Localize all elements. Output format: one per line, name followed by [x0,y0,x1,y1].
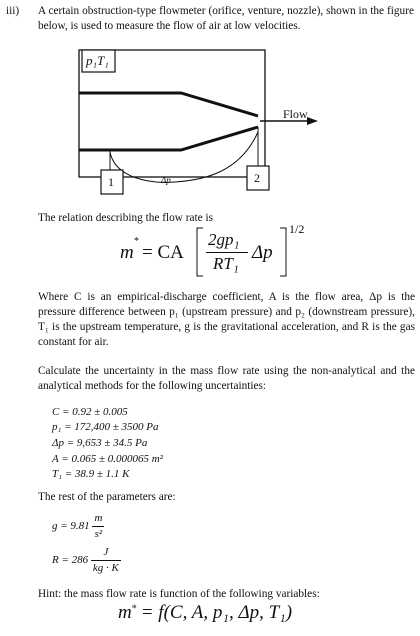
hint-text: Hint: the mass flow rate is function of the following variables: [38,588,320,600]
uncertainty-t1: T₁ = 38.9 ± 1.1 K [52,468,130,480]
relation-lead: The relation describing the flow rate is [38,212,214,224]
calculate-paragraph: Calculate the uncertainty in the mass flow rate using the non-analytical and the analytical methods for the following uncertainties: [38,365,415,392]
lower-wall [79,127,258,150]
flow-label: Flow [283,107,308,121]
hint-equation: m* = f(C, A, p₁, Δp, T₁) [118,602,293,623]
intro-text: A certain obstruction-type flowmeter (orifice, venture, nozzle), shown in the figure below, is used to measure the flow of air at low velocities. [38,5,414,32]
main-equation: m * = CA 2gp₁ RT₁ Δp 1/2 [120,226,340,286]
tap-1-label: 1 [108,175,114,189]
tap-2-label: 2 [254,171,260,185]
dp-label: Δp [161,175,171,185]
uncertainty-p1: p₁ = 172,400 ± 3500 Pa [52,421,159,433]
manometer-tube [110,132,258,182]
g-equation: g = 9.81 $\frac{m}{\text{s²}}$ [52,512,103,540]
flow-arrowhead [307,117,318,125]
upper-wall [79,93,258,116]
rest-lead: The rest of the parameters are: [38,491,176,503]
where-paragraph: Where C is an empirical-discharge coefficient, A is the flow area, Δp is the pressure difference between p₁ (upstream pressure) and p₂ (downstream pressure), T₁ is the upstream temperature, g is the gravitational acceleration, and R is the gas constant for air. [38,291,415,348]
p1t1-label: p₁T₁ [86,53,109,68]
flowmeter-figure [0,0,420,210]
problem-label: iii) [6,5,20,17]
uncertainty-dp: Δp = 9,653 ± 34.5 Pa [52,437,148,449]
r-equation: R = 286 $\frac{J}{kg \cdot K}$ [52,546,119,574]
uncertainty-a: A = 0.065 ± 0.000065 m² [52,453,163,465]
uncertainty-c: C = 0.92 ± 0.005 [52,406,128,418]
